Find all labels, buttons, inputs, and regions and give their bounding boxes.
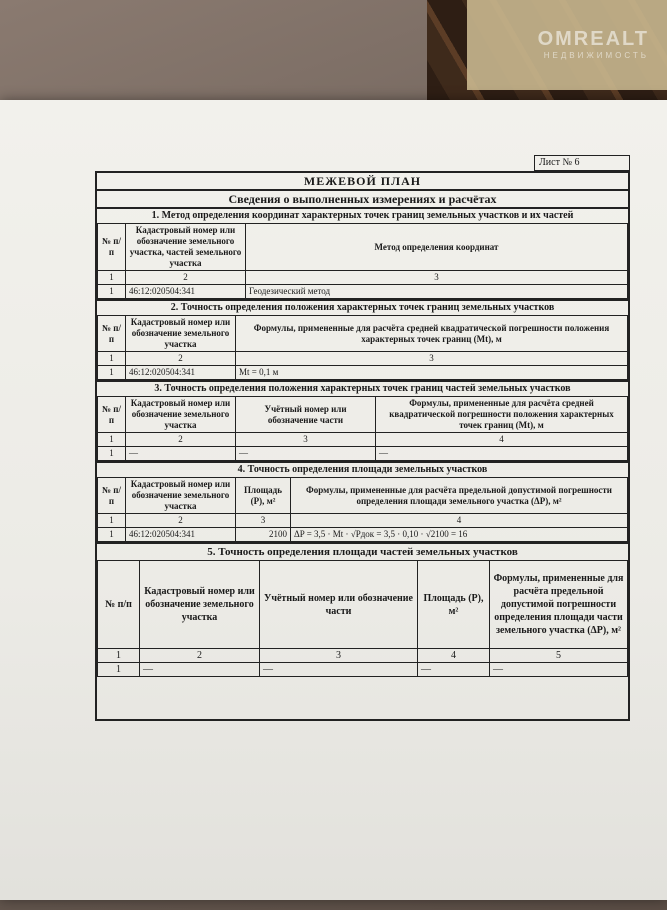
column-number: 1	[98, 271, 126, 285]
formula-cell: ΔP = 3,5 · Mt · √Pдок = 3,5 · 0,10 · √2100 = 16	[291, 528, 628, 542]
formula-cell: Mt = 0,1 м	[236, 366, 628, 380]
column-number: 1	[98, 352, 126, 366]
header-cell: Формулы, примененные для расчёта средней квадратической погрешности положения характерных точек границ (Mt), м	[376, 397, 628, 433]
column-number: 2	[126, 514, 236, 528]
watermark-brand: OMREALT	[537, 28, 649, 50]
part-number: —	[260, 663, 418, 677]
header-cell: Кадастровый номер или обозначение земельного участка	[140, 561, 260, 649]
column-number: 4	[418, 649, 490, 663]
header-cell: Учётный номер или обозначение части	[236, 397, 376, 433]
column-number: 1	[98, 649, 140, 663]
cadastral-number: 46:12:020504:341	[126, 366, 236, 380]
area-value: —	[418, 663, 490, 677]
column-number: 2	[140, 649, 260, 663]
column-number: 3	[260, 649, 418, 663]
column-number: 3	[236, 352, 628, 366]
formula-cell: —	[376, 447, 628, 461]
cadastral-number: —	[126, 447, 236, 461]
part-number: —	[236, 447, 376, 461]
column-number: 4	[291, 514, 628, 528]
column-number: 2	[126, 271, 246, 285]
document-page	[95, 155, 630, 725]
cadastral-number: 46:12:020504:341	[126, 528, 236, 542]
section-5-table	[97, 560, 628, 677]
watermark-tagline: НЕДВИЖИМОСТЬ	[543, 51, 649, 60]
header-cell: Кадастровый номер или обозначение земельного участка	[126, 478, 236, 514]
column-number: 1	[98, 433, 126, 447]
header-cell: Площадь (P), м²	[236, 478, 291, 514]
section-3-title: 3. Точность определения положения характерных точек границ частей земельных участков	[154, 383, 571, 394]
header-cell: Учётный номер или обозначение части	[260, 561, 418, 649]
section-4-title: 4. Точность определения площади земельных участков	[237, 464, 488, 475]
header-cell: № п/п	[98, 316, 126, 352]
header-cell: № п/п	[98, 397, 126, 433]
column-number: 2	[126, 433, 236, 447]
header-cell: № п/п	[98, 561, 140, 649]
section-5	[97, 544, 628, 677]
formula-cell: —	[490, 663, 628, 677]
column-number: 3	[236, 514, 291, 528]
page-title: МЕЖЕВОЙ ПЛАН	[97, 173, 628, 190]
section-4	[97, 463, 628, 544]
section-3	[97, 382, 628, 463]
column-number: 1	[98, 514, 126, 528]
section-1-table	[97, 223, 628, 299]
column-number: 2	[126, 352, 236, 366]
table-row	[98, 528, 628, 542]
section-3-table	[97, 396, 628, 461]
header-cell: Кадастровый номер или обозначение земельного участка, частей земельного участка	[126, 224, 246, 271]
cadastral-number: 46:12:020504:341	[126, 285, 246, 299]
section-5-title: 5. Точность определения площади частей земельных участков	[207, 546, 518, 558]
sheet-number: Лист № 6	[534, 155, 630, 171]
header-cell: Формулы, примененные для расчёта средней квадратической погрешности положения характерных точек границ (Mt), м	[236, 316, 628, 352]
column-number: 4	[376, 433, 628, 447]
header-cell: Формулы, примененные для расчёта предельной допустимой погрешности определения площади земельного участка (ΔP), м²	[291, 478, 628, 514]
row-number: 1	[98, 285, 126, 299]
header-cell: Формулы, примененные для расчёта предельной допустимой погрешности определения площади части земельного участка (ΔP), м²	[490, 561, 628, 649]
section-1-title: 1. Метод определения координат характерных точек границ земельных участков и их частей	[151, 210, 574, 221]
header-cell: Кадастровый номер или обозначение земельного участка	[126, 316, 236, 352]
row-number: 1	[98, 447, 126, 461]
header-cell: № п/п	[98, 224, 126, 271]
section-2	[97, 301, 628, 382]
page-subtitle: Сведения о выполненных измерениях и расчётах	[97, 190, 628, 209]
header-cell: Площадь (P), м²	[418, 561, 490, 649]
table-row	[98, 285, 628, 299]
table-row	[98, 663, 628, 677]
watermark-logo	[538, 28, 649, 60]
table-row	[98, 447, 628, 461]
table-row	[98, 366, 628, 380]
method-cell: Геодезический метод	[246, 285, 628, 299]
column-number: 3	[246, 271, 628, 285]
header-cell: Метод определения координат	[246, 224, 628, 271]
document-frame	[95, 171, 630, 721]
section-4-table	[97, 477, 628, 542]
section-1	[97, 209, 628, 301]
row-number: 1	[98, 528, 126, 542]
document-paper	[0, 100, 667, 900]
section-2-title: 2. Точность определения положения характерных точек границ земельных участков	[170, 302, 555, 313]
row-number: 1	[98, 663, 140, 677]
section-2-table	[97, 315, 628, 380]
row-number: 1	[98, 366, 126, 380]
header-cell: № п/п	[98, 478, 126, 514]
header-cell: Кадастровый номер или обозначение земельного участка	[126, 397, 236, 433]
column-number: 5	[490, 649, 628, 663]
column-number: 3	[236, 433, 376, 447]
area-value: 2100	[236, 528, 291, 542]
cadastral-number: —	[140, 663, 260, 677]
